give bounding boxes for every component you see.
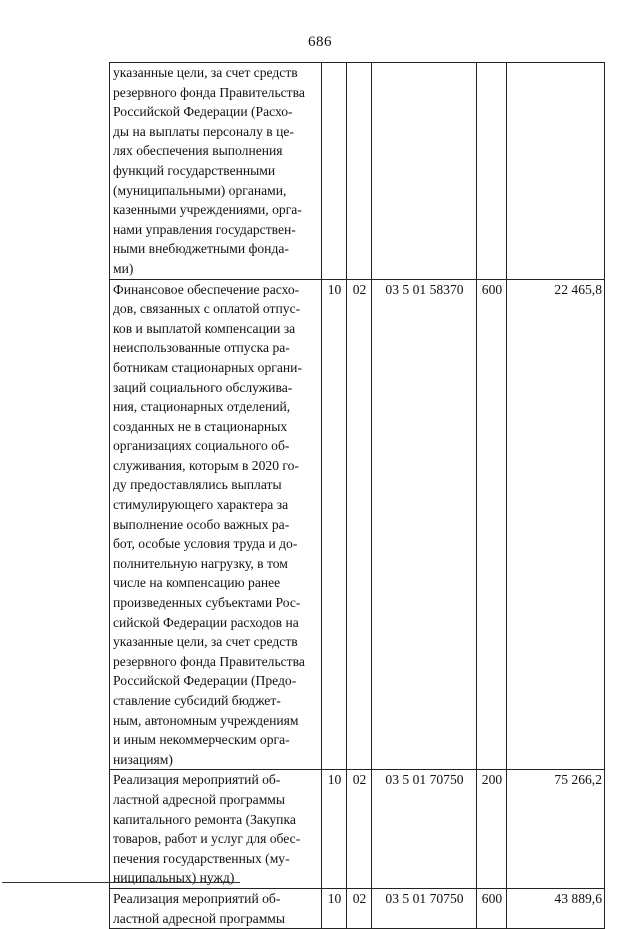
row-target-code: 03 5 01 58370 <box>372 279 477 770</box>
row-section: 10 <box>322 279 347 770</box>
row-section: 10 <box>322 770 347 889</box>
row-target-code: 03 5 01 70750 <box>372 888 477 928</box>
row-amount: 75 266,2 <box>507 770 605 889</box>
row-amount: 22 465,8 <box>507 279 605 770</box>
row-description: Финансовое обеспечение расхо- дов, связанных с оплатой отпус- ков и выплатой компенсации за неиспользованные отпуска ра- ботникам стационарных органи- заций социального обслужива- ния, стационарных отделений, созданных не в стационарных организациях социального об- служивания, которым в 2020 го- ду предоставлялись выплаты стимулирующего характера за выполнение особо важных ра- бот, особые условия труда и до- полнительную нагрузку, в том числе на компенсацию ранее произведенных субъектами Рос- сийской Федерации расходов на указанные цели, за счет средств резервного фонда Правительства Российской Федерации (Предо- ставление субсидий бюджет- ным, автономным учреждениям и иным некоммерческим орга- низациям) <box>110 279 322 770</box>
row-description: указанные цели, за счет средств резервного фонда Правительства Российской Федерации (Расхо- ды на выплаты персоналу в це- лях обеспечения выполнения функций государственными (муниципальными) органами, казенными учреждениями, орга- нами управления государствен- ными внебюджетными фонда- ми) <box>110 63 322 280</box>
table-row <box>110 279 605 770</box>
table-row <box>110 888 605 928</box>
table-row <box>110 63 605 280</box>
row-section: 10 <box>322 888 347 928</box>
row-target-code: 03 5 01 70750 <box>372 770 477 889</box>
row-expense-type: 200 <box>477 770 507 889</box>
row-amount: 43 889,6 <box>507 888 605 928</box>
budget-table <box>109 62 605 929</box>
row-target-code <box>372 63 477 280</box>
row-expense-type <box>477 63 507 280</box>
row-subsection: 02 <box>347 888 372 928</box>
row-description: Реализация мероприятий об- ластной адресной программы капитального ремонта (Закупка товаров, работ и услуг для обес- печения государственных (му- ниципальных) нужд) <box>110 770 322 889</box>
row-expense-type: 600 <box>477 888 507 928</box>
row-section <box>322 63 347 280</box>
row-subsection: 02 <box>347 279 372 770</box>
row-amount <box>507 63 605 280</box>
row-subsection: 02 <box>347 770 372 889</box>
row-description: Реализация мероприятий об- ластной адресной программы <box>110 888 322 928</box>
footer-rule <box>2 882 240 883</box>
row-subsection <box>347 63 372 280</box>
page-number: 686 <box>308 34 332 50</box>
table-row <box>110 770 605 889</box>
row-expense-type: 600 <box>477 279 507 770</box>
